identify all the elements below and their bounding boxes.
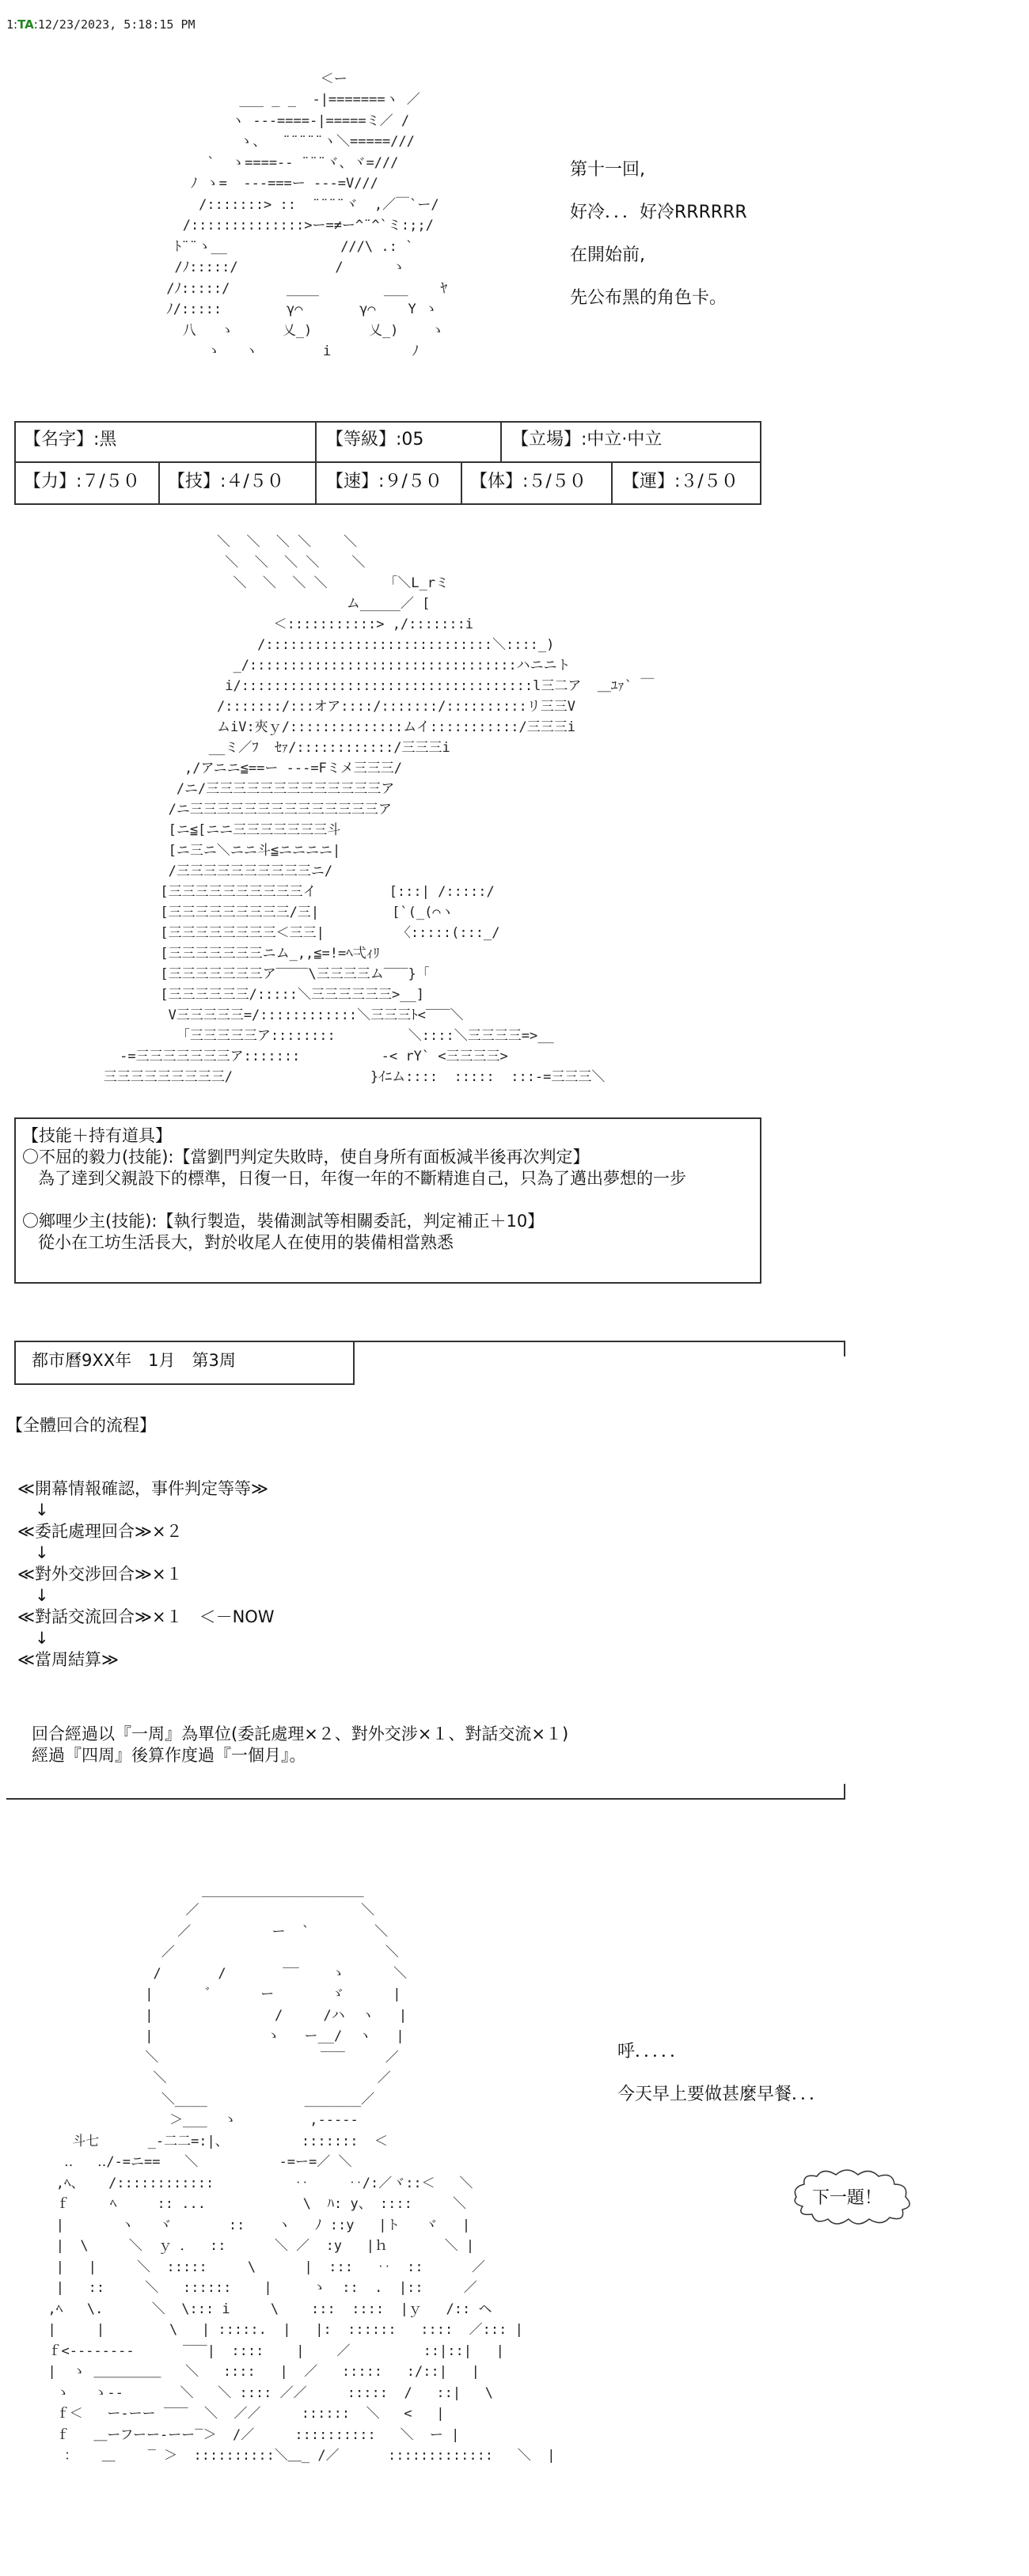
- ending-text: [617, 2031, 826, 2116]
- skills-heading: 【技能＋持有道具】: [22, 1126, 172, 1145]
- post-header: 1:TA:12/23/2023, 5:18:15 PM: [6, 17, 196, 32]
- post-author[interactable]: TA: [17, 17, 34, 32]
- flow-arrow: ↓: [35, 1586, 49, 1605]
- flow-step: ≪開幕情報確認，事件判定等等≫: [17, 1479, 268, 1498]
- flow-arrow: ↓: [35, 1629, 49, 1648]
- card-luck: 【運】:３/５０: [622, 472, 739, 491]
- card-speed: 【速】:９/５０: [326, 472, 442, 491]
- card-strength: 【力】:７/５０: [24, 472, 140, 491]
- post-number: 1: [6, 17, 14, 32]
- flow-note: 回合經過以『一周』為單位(委託處理×２、對外交涉×１、對話交流×１): [32, 1724, 569, 1743]
- skill-line: 從小在工坊生活長大，對於收尾人在使用的裝備相當熟悉: [22, 1233, 454, 1252]
- flow-step: ≪當周結算≫: [17, 1650, 119, 1669]
- card-alignment: 【立場】:中立·中立: [511, 430, 663, 450]
- ending-line: 呼．．．．．: [617, 2042, 688, 2062]
- intro-line: 在開始前,: [570, 245, 645, 265]
- post-timestamp: 12/23/2023, 5:18:15 PM: [37, 17, 196, 32]
- card-level: 【等級】:05: [326, 430, 424, 450]
- flow-step: ≪委託處理回合≫×２: [17, 1522, 183, 1541]
- intro-line: 第十一回,: [570, 160, 645, 180]
- skill-line: 為了達到父親設下的標準，日復一日，年復一年的不斷精進自己，只為了邁出夢想的一步: [22, 1169, 687, 1188]
- intro-text: [570, 149, 747, 320]
- bubble-text: 下一題！: [812, 2188, 883, 2208]
- ascii-art-ending: ____________________ ／ ＼ ／ ー ` ＼ ／ ＼ / / ‾‾ ゝ ＼ | ﾞ ー ゞ | | / /ハ ヽ | | ゝ ー__/ ヽ | ＼ ‾‾‾ ／ ＼ ／ ＼____ _______／ ＞___ ゝ ,----- 斗七 _-二二=:|、 ::::::: ＜ ‥ ‥/-=ニ== ＼ -=ー=／ ＼ ,ﾍ、 /:::::::::::: ‥ ‥/:／ヾ::＜ ＼ ｆ ﾍ :: ... \ ﾊ: y、 :::: ＼ | ヽ ヾ :: ヽ ﾉ ::y |ト ヾ | | \ ＼ ｙ ． :: ＼ ／ :y |ｈ ＼ | | | ＼ ::::: \ | ::: ‥ :: ／ | :: ＼ :::::: | ゝ :: . |:: ／ ,ﾍ \. ＼ \::: i \ ::: :::: |ｙ /:: ヘ | | \ | :::::. | |: :::::: :::: ／::: | ｆ<-------- ‾‾‾| :::: | ／ ::|::| | | ゝ ＿＿＿＿＿ ＼ :::: | ／ ::::: :/::| | ゝ ゝ-- ＼ ＼ :::: ／／ ::::: / ::| \ ｆ＜ ー‐ーー ‾‾‾ ＼ ／／ :::::: ＼ < | ｆ ＿ーフーー‐ーー‾＞ /／ :::::::::: ＼ ー | ： ＿ ‾ ＞ ::::::::::＼＿_ /／ ::::::::::::: ＼ |: [47, 1881, 556, 2464]
- skill-line: 〇鄉哩少主(技能):【執行製造，裝備測試等相關委託，判定補正＋10】: [22, 1212, 545, 1231]
- card-name: 【名字】:黑: [24, 430, 117, 450]
- next-bubble: [788, 2165, 921, 2229]
- ascii-art-face: ＜ー ___ _ _ -|=======ヽ ／ ヽ ---====-|=====ミ／ / ゝ、 ¨¨¨¨¨ヽ＼=====/// ` ゝ====-- ¨¨¨ヾ、ヾ=/// ﾉ ゝ= ---===ー ---=V/// /:::::::> :: ¨¨¨¨ヾ ,／￣`ー/ /::::::::::::::>ー=≠ー^¨^`ミ:;;/ ﾄ¨¨ゝ__ ///\ .: ` /ﾉ:::::/ / ゝ /ﾉ:::::/ ____ ___ ﾔ ﾉ/::::: γ⌒ γ⌒ Y ゝ 八 ゝ 乂_) 乂_) ゝ ゝ ヽ i ﾉ: [166, 70, 447, 359]
- flow-note: 經過『四周』後算作度過『一個月』。: [32, 1746, 306, 1765]
- ending-line: 今天早上要做甚麼早餐．．．: [617, 2085, 827, 2104]
- intro-line: 好冷．．．好冷RRRRRR: [570, 203, 747, 222]
- flow-heading: 【全體回合的流程】: [6, 1416, 156, 1435]
- card-skill: 【技】:４/５０: [168, 472, 284, 491]
- flow-arrow: ↓: [35, 1500, 49, 1519]
- flow-step: ≪對外交涉回合≫×１: [17, 1565, 183, 1584]
- skill-line: 〇不屈的毅力(技能):【當劉門判定失敗時，使自身所有面板減半後再次判定】: [22, 1148, 590, 1167]
- skill-line: [22, 1189, 686, 1211]
- ascii-art-figure: ＼ ＼ ＼ ＼ ＼ ＼ ＼ ＼ ＼ ＼ ＼ ＼ ＼ ＼ 「＼L_rミ ム_____／ [ ＜:::::::::::> ,/:::::::i /::::::::::::::::::::::::::::＼::::_) _/:::::::::::::::::::::::::::::::::ハニニト i/::::::::::::::::::::::::::::::::::::l三二ア ＿ﾕｧ` ￣ /:::::::/:::オア::::/:::::::/::::::::::リ三三V ムiV:夾ｙ/::::::::::::::ムイ:::::::::::/三三三i __ミ／ﾌ ｾｧ/::::::::::::/三三三i ,/アニニ≦==ー ---=Fミメ三三三/ /ニ/三三三三三三三三三三三三三ア /ニ三三三三三三三三三三三三三三ア [ニ≦[ニニ三三三三三三三斗 [ニ三ニ＼ニニ斗≦ニニニニ| /三三三三三三三三三三ニ/ [三三三三三三三三三三イ [:::| /:::::/ [三三三三三三三三三/三| [`(_(⌒ヽ [三三三三三三三三＜三三| 〈:::::(:::_/ [三三三三三三三ニム_,,≦=!=ﾍ弌ｨﾘ [三三三三三三三ア‾‾‾‾\三三三三ム‾‾‾}「 [三三三三三三/:::::＼三三三三三三>__] V三三三三三=/::::::::::::＼三三三ﾄ<‾‾‾＼ 「三三三三三ア:::::::: ＼::::＼三三三三=>__ -=三三三三三三三ア::::::: -< rY` <三三三三> 三三三三三三三三三/ }ｲﾆム:::: ::::: :::-=三三三＼: [103, 534, 655, 1085]
- flow-arrow: ↓: [35, 1543, 49, 1562]
- flow-step: ≪對話交流回合≫×１ ＜－NOW: [17, 1607, 275, 1626]
- intro-line: 先公布黑的角色卡。: [570, 288, 727, 308]
- card-body: 【体】:５/５０: [470, 472, 587, 491]
- calendar-label: 都市曆9XX年 1月 第3周: [32, 1351, 236, 1370]
